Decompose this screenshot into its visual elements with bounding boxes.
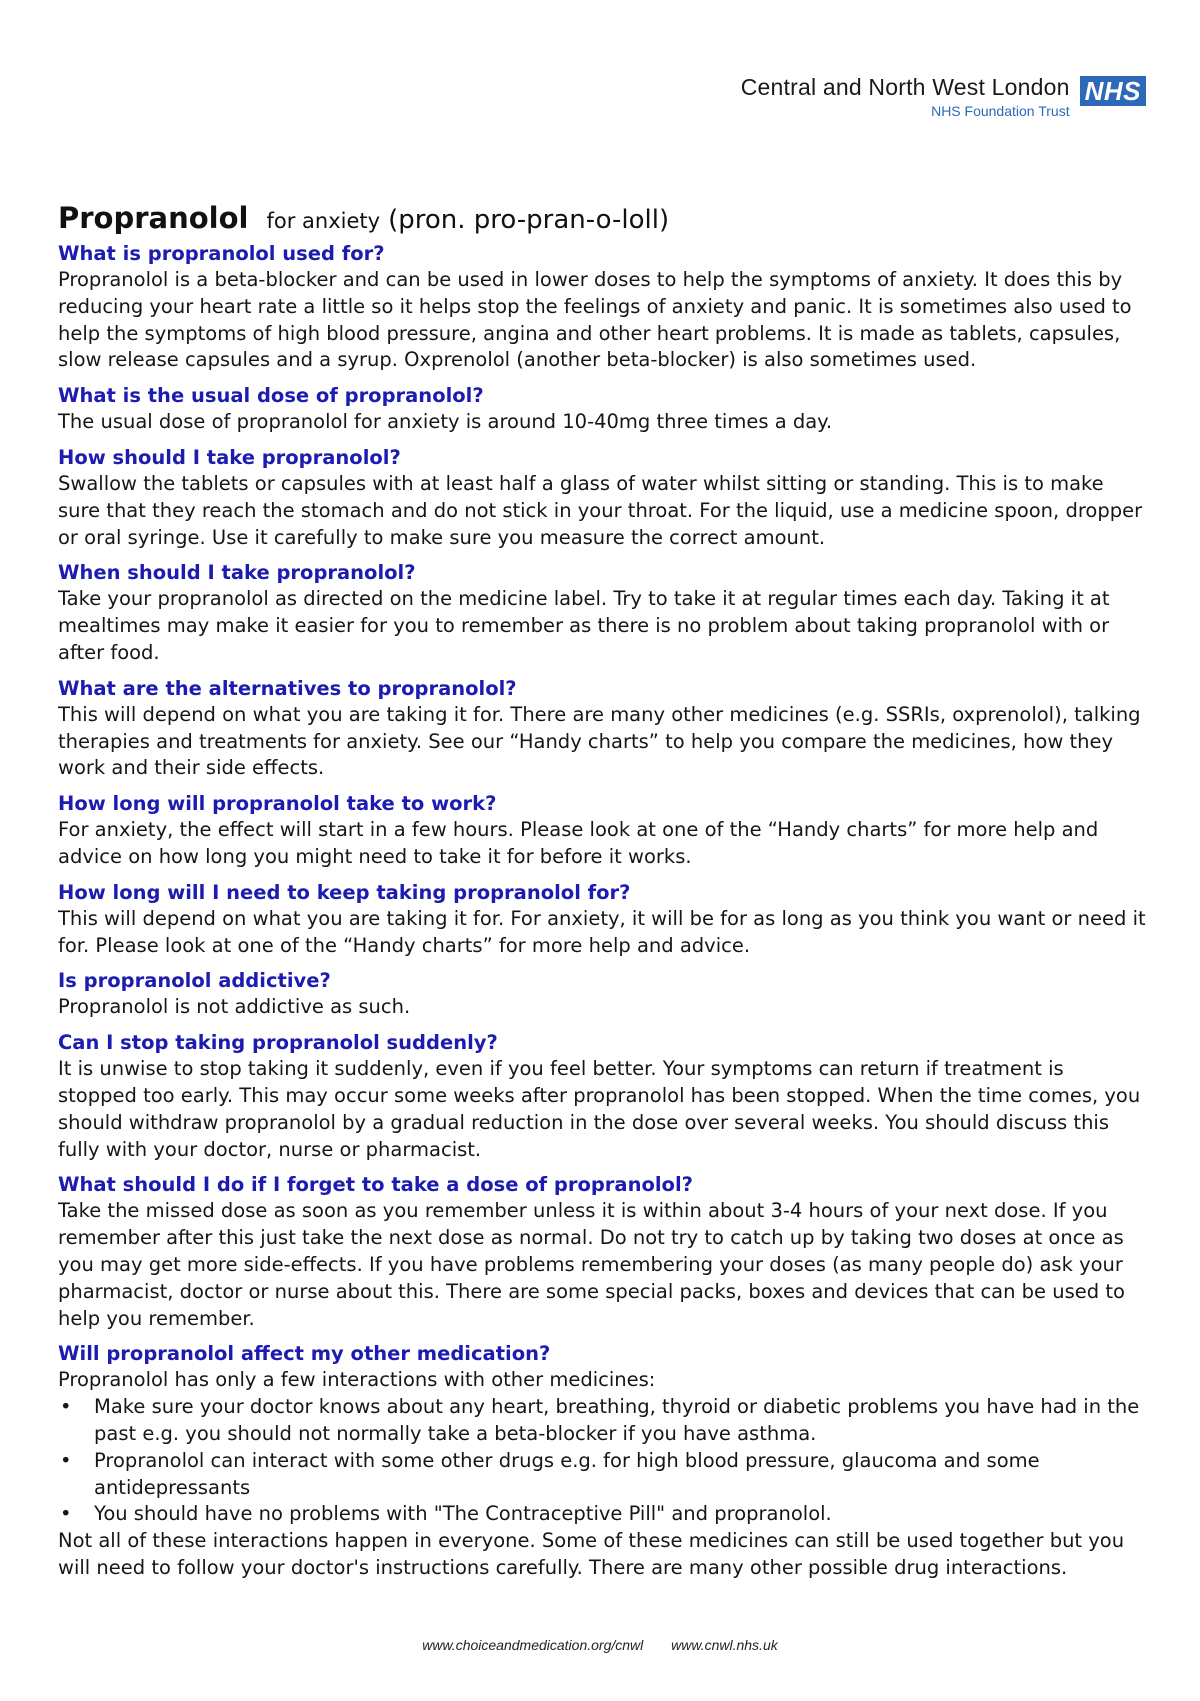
section-missed-dose [58, 1172, 1148, 1332]
bullet-icon: • [60, 1395, 72, 1419]
organisation-name: Central and North West London [740, 74, 1070, 100]
section-question: How long will propranolol take to work? [58, 792, 497, 816]
section-answer: This will depend on what you are taking it for. For anxiety, it will be for as long as you think you want or need it for. Please look at one of the “Handy charts” for more help and advice. [58, 906, 1146, 957]
section-question: When should I take propranolol? [58, 561, 416, 585]
section-question: What is propranolol used for? [58, 242, 385, 265]
section-question: Is propranolol addictive? [58, 969, 331, 993]
section-question: What should I do if I forget to take a dose of propranolol? [58, 1173, 693, 1197]
title-pronunciation: (pron. pro-pran-o-loll) [388, 205, 670, 235]
section-answer: For anxiety, the effect will start in a few hours. Please look at one of the “Handy charts” for more help and advice on how long you might need to take it for before it works. [58, 818, 1099, 868]
section-duration [58, 880, 1148, 960]
section-question: How should I take propranolol? [58, 445, 401, 469]
section-question: What is the usual dose of propranolol? [58, 384, 484, 408]
section-interactions [58, 1341, 1148, 1581]
section-alternatives [58, 676, 1148, 782]
bullet-icon: • [60, 1502, 72, 1526]
page-header [741, 74, 1146, 120]
section-answer: Take the missed dose as soon as you remember unless it is within about 3-4 hours of your next dose. If you remember after this just take the next dose as normal. Do not try to catch up by taking two doses at once as you may get more side-effects. If you have problems remembering your doses (as many people do) ask your pharmacist, doctor or nurse about this. There are some special packs, boxes and devices that can be used to help you remember. [58, 1199, 1125, 1330]
page-footer [0, 1637, 1200, 1653]
section-used-for [58, 241, 1148, 374]
list-item-text: Propranolol can interact with some other drugs e.g. for high blood pressure, glaucoma and some antidepressants [94, 1448, 1040, 1499]
section-answer: The usual dose of propranolol for anxiety is around 10-40mg three times a day. [58, 410, 833, 434]
list-item [58, 1501, 1148, 1528]
section-how-to-take [58, 445, 1148, 551]
footer-link-cnwl[interactable]: www.cnwl.nhs.uk [671, 1637, 778, 1653]
footer-link-choiceandmedication[interactable]: www.choiceandmedication.org/cnwl [422, 1637, 644, 1653]
section-stop-suddenly [58, 1030, 1148, 1163]
section-time-to-work [58, 791, 1148, 871]
section-usual-dose [58, 383, 1148, 436]
section-question: What are the alternatives to propranolol? [58, 676, 517, 700]
section-answer: Swallow the tablets or capsules with at least half a glass of water whilst sitting or standing. This is to make sure that they reach the stomach and do not stick in your throat. For the liquid, use a medicine spoon, dropper or oral syringe. Use it carefully to make sure you measure the correct amount. [58, 471, 1143, 549]
bullet-icon: • [60, 1448, 72, 1472]
section-addictive [58, 968, 1148, 1021]
leaflet-content [58, 201, 1148, 1591]
section-question: Can I stop taking propranolol suddenly? [58, 1031, 498, 1055]
list-item [58, 1448, 1148, 1502]
section-answer: It is unwise to stop taking it suddenly, even if you feel better. Your symptoms can return if treatment is stopped too early. This may occur some weeks after propranolol has been stopped. When the time comes, you should withdraw propranolol by a gradual reduction in the dose over several weeks. You should discuss this fully with your doctor, nurse or pharmacist. [58, 1057, 1141, 1161]
interactions-outro: Not all of these interactions happen in everyone. Some of these medicines can still be used together but you will need to follow your doctor's instructions carefully. There are many other possible drug interactions. [58, 1529, 1125, 1579]
title-indication: for anxiety [266, 209, 381, 233]
organisation-name-block [741, 74, 1070, 120]
section-question: Will propranolol affect my other medication? [58, 1342, 551, 1366]
list-item-text: You should have no problems with "The Contraceptive Pill" and propranolol. [94, 1502, 832, 1526]
section-answer: Propranolol is not addictive as such. [58, 995, 411, 1019]
section-answer: Take your propranolol as directed on the medicine label. Try to take it at regular times each day. Taking it at mealtimes may make it easier for you to remember as there is no problem about taking propranolol with or after food. [58, 587, 1110, 664]
page-title [58, 201, 1148, 235]
section-when-to-take [58, 560, 1148, 666]
organisation-subtitle: NHS Foundation Trust [931, 103, 1070, 119]
section-answer: This will depend on what you are taking it for. There are many other medicines (e.g. SSRIs, oxprenolol), talking therapies and treatments for anxiety. See our “Handy charts” to help you compare the medicines, how they work and their side effects. [58, 702, 1141, 780]
section-answer: Propranolol is a beta-blocker and can be used in lower doses to help the symptoms of anxiety. It does this by reducing your heart rate a little so it helps stop the feelings of anxiety and panic. It is sometimes also used to help the symptoms of high blood pressure, angina and other heart problems. It is made as tablets, capsules, slow release capsules and a syrup. Oxprenolol (another beta-blocker) is also sometimes used. [58, 268, 1132, 372]
interactions-intro: Propranolol has only a few interactions with other medicines: [58, 1368, 656, 1392]
title-drug-name: Propranolol [58, 201, 249, 235]
nhs-logo: NHS [1080, 76, 1146, 106]
interactions-list [58, 1394, 1148, 1528]
list-item [58, 1394, 1148, 1448]
list-item-text: Make sure your doctor knows about any heart, breathing, thyroid or diabetic problems you have had in the past e.g. you should not normally take a beta-blocker if you have asthma. [94, 1395, 1140, 1445]
section-question: How long will I need to keep taking propranolol for? [58, 880, 631, 904]
